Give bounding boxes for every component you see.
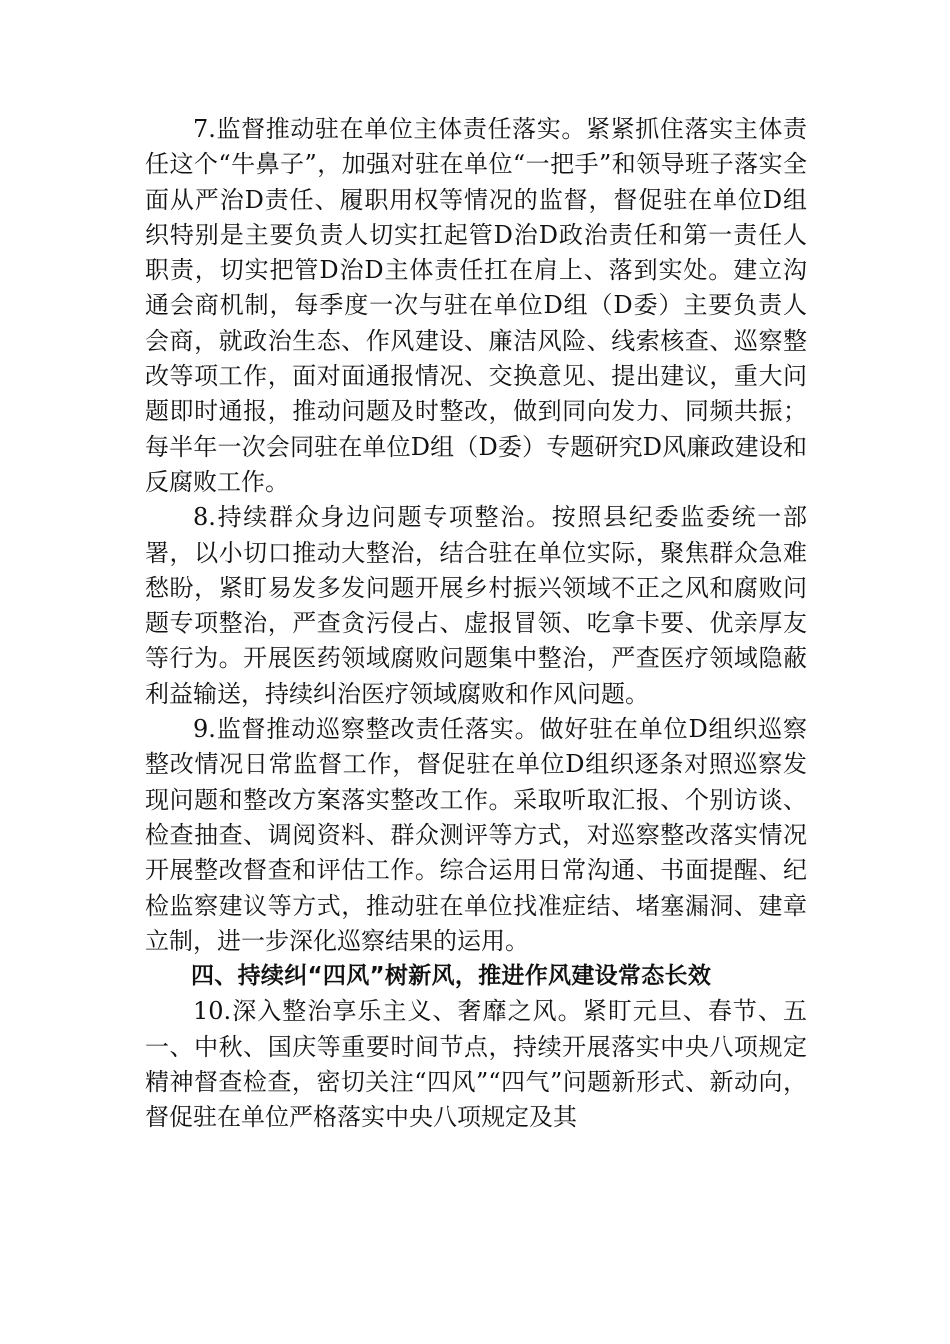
section-heading: 四、持续纠“四风”树新风，推进作风建设常态长效 — [191, 963, 712, 990]
paragraph-7: 7.监督推动驻在单位主体责任落实。紧紧抓住落实主体责任这个“牛鼻子”，加强对驻在单位“一把手”和领导班子落实全面从严治D责任、履职用权等情况的监督，督促驻在单位D组织特别是主要负责人切实扛起管D治D政治责任和第一责任人职责，切实把管D治D主体责任扛在肩上、落到实处。建立沟通会商机制，每季度一次与驻在单位D组（D委）主要负责人会商，就政治生态、作风建设、廉洁风险、线索核查、巡察整改等项工作，面对面通报情况、交换意见、提出建议，重大问题即时通报，推动问题及时整改，做到同向发力、同频共振；每半年一次会同驻在单位D组（D委）专题研究D风廉政建设和反腐败工作。 — [145, 115, 807, 496]
paragraph-8: 8.持续群众身边问题专项整治。按照县纪委监委统一部署，以小切口推动大整治，结合驻在单位实际，聚焦群众急难愁盼，紧盯易发多发问题开展乡村振兴领域不正之风和腐败问题专项整治，严查贪污侵占、虚报冒领、吃拿卡要、优亲厚友等行为。开展医药领域腐败问题集中整治，严查医疗领域隐蔽利益输送，持续纠治医疗领域腐败和作风问题。 — [145, 503, 807, 708]
document-page — [145, 112, 807, 1136]
paragraph-10: 10.深入整治享乐主义、奢靡之风。紧盯元旦、春节、五一、中秋、国庆等重要时间节点，持续开展落实中央八项规定精神督查检查，密切关注“四风”“四气”问题新形式、新动向，督促驻在单位严格落实中央八项规定及其 — [145, 997, 807, 1132]
paragraph-9: 9.监督推动巡察整改责任落实。做好驻在单位D组织巡察整改情况日常监督工作，督促驻在单位D组织逐条对照巡察发现问题和整改方案落实整改工作。采取听取汇报、个别访谈、检查抽查、调阅资料、群众测评等方式，对巡察整改落实情况开展整改督查和评估工作。综合运用日常沟通、书面提醒、纪检监察建议等方式，推动驻在单位找准症结、堵塞漏洞、建章立制，进一步深化巡察结果的运用。 — [145, 715, 807, 955]
